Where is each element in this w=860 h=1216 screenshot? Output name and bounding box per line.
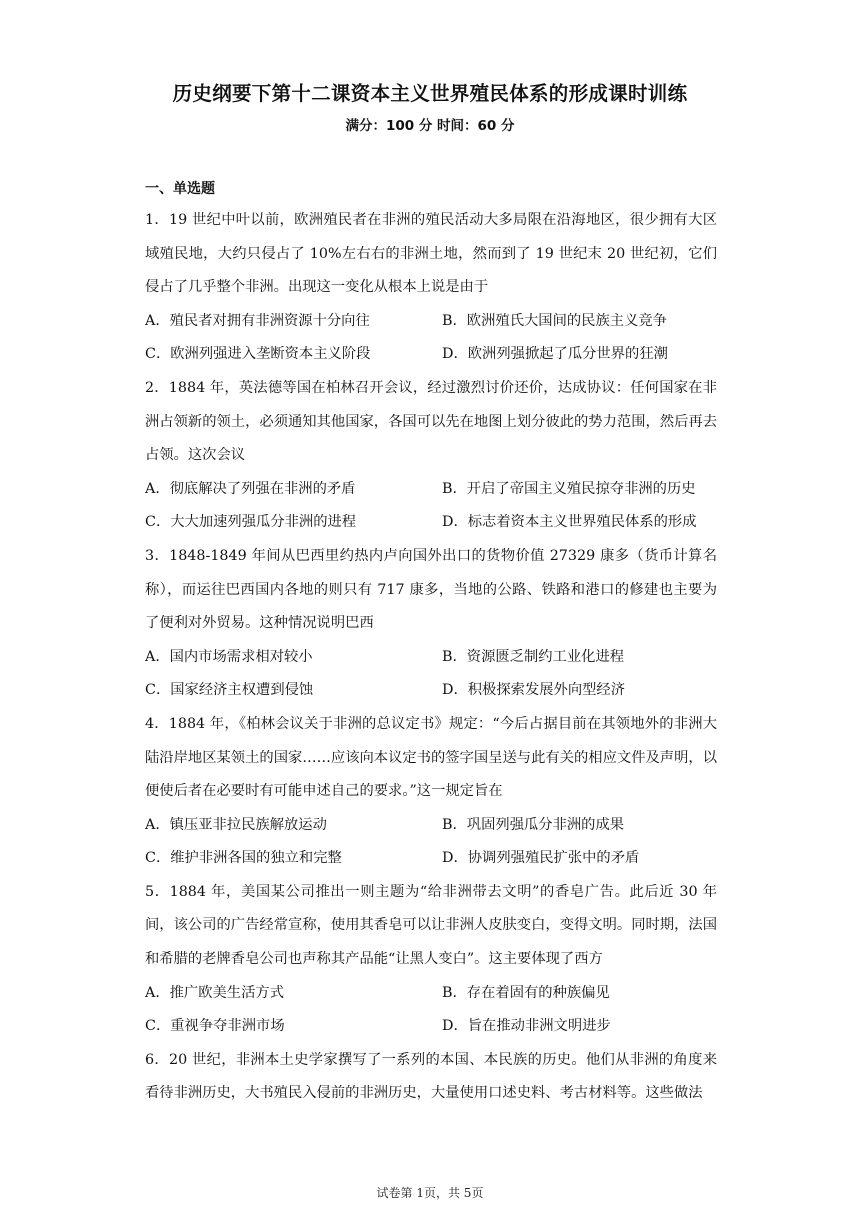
option-b: B．欧洲殖氏大国间的民族主义竞争 bbox=[442, 312, 667, 329]
options bbox=[145, 809, 717, 876]
option-c: C．欧洲列强进入垄断资本主义阶段 bbox=[145, 346, 371, 363]
option-c: C．重视争夺非洲市场 bbox=[145, 1018, 285, 1035]
option-a: A．推广欧美生活方式 bbox=[145, 984, 284, 1001]
question-stem: 5．1884 年，美国某公司推出一则主题为“给非洲带去文明”的香皂广告。此后近 30 年间，该公司的广告经常宣称，使用其香皂可以让非洲人皮肤变白，变得文明。同时期，法国和希腊的老牌香皂公司也声称其产品能“让黑人变白”。这主要体现了西方 bbox=[145, 883, 717, 968]
option-b: B．存在着固有的种族偏见 bbox=[442, 984, 610, 1001]
option-d: D．欧洲列强掀起了瓜分世界的狂潮 bbox=[442, 346, 668, 363]
option-c: C．国家经济主权遭到侵蚀 bbox=[145, 682, 314, 699]
option-d: D．旨在推动非洲文明进步 bbox=[442, 1018, 611, 1035]
option-a: A．彻底解决了列强在非洲的矛盾 bbox=[145, 480, 356, 497]
option-a: A．殖民者对拥有非洲资源十分向往 bbox=[145, 312, 370, 329]
option-d: D．积极探索发展外向型经济 bbox=[442, 682, 626, 699]
option-b: B．资源匮乏制约工业化进程 bbox=[442, 648, 625, 665]
question-stem: 2．1884 年，英法德等国在柏林召开会议，经过激烈讨价还价，达成协议：任何国家在非洲占领新的领土，必须通知其他国家，各国可以先在地图上划分彼此的势力范围，然后再去占领。这次会议 bbox=[145, 379, 717, 464]
options bbox=[145, 641, 717, 708]
option-d: D．标志着资本主义世界殖民体系的形成 bbox=[442, 514, 697, 531]
options bbox=[145, 977, 717, 1044]
page-title: 历史纲要下第十二课资本主义世界殖民体系的形成课时训练 bbox=[172, 82, 688, 105]
question-stem: 4．1884 年，《柏林会议关于非洲的总议定书》规定：“今后占据目前在其领地外的非洲大陆沿岸地区某领土的国家……应该向本议定书的签字国呈送与此有关的相应文件及声明，以便使后者在必要时有可能申述自己的要求。”这一规定旨在 bbox=[145, 715, 717, 800]
option-c: C．维护非洲各国的独立和完整 bbox=[145, 850, 342, 867]
question-list bbox=[145, 204, 717, 1111]
question-stem: 6．20 世纪，非洲本土史学家撰写了一系列的本国、本民族的历史。他们从非洲的角度来看待非洲历史，大书殖民入侵前的非洲历史，大量使用口述史料、考古材料等。这些做法 bbox=[145, 1051, 717, 1102]
question-stem: 3．1848-1849 年间从巴西里约热内卢向国外出口的货物价值 27329 康多（货币计算名称），而运往巴西国内各地的则只有 717 康多，当地的公路、铁路和港口的修建也主要为了便利对外贸易。这种情况说明巴西 bbox=[145, 547, 717, 632]
option-a: A．镇压亚非拉民族解放运动 bbox=[145, 816, 327, 833]
option-b: B．开启了帝国主义殖民掠夺非洲的历史 bbox=[442, 480, 696, 497]
option-b: B．巩固列强瓜分非洲的成果 bbox=[442, 816, 625, 833]
score-time-info: 满分：100 分 时间：60 分 bbox=[345, 118, 515, 134]
option-a: A．国内市场需求相对较小 bbox=[145, 648, 313, 665]
question-stem: 1．19 世纪中叶以前，欧洲殖民者在非洲的殖民活动大多局限在沿海地区，很少拥有大区域殖民地，大约只侵占了 10%左右右的非洲土地，然而到了 19 世纪末 20 世纪初，它们侵占了几乎整个非洲。出现这一变化从根本上说是由于 bbox=[145, 212, 717, 296]
section-title: 一、单选题 bbox=[145, 181, 215, 197]
option-c: C．大大加速列强瓜分非洲的进程 bbox=[145, 514, 357, 531]
option-d: D．协调列强殖民扩张中的矛盾 bbox=[442, 850, 640, 867]
options bbox=[145, 305, 717, 372]
page-footer: 试卷第 1页，共 5页 bbox=[376, 1186, 484, 1200]
options bbox=[145, 473, 717, 540]
